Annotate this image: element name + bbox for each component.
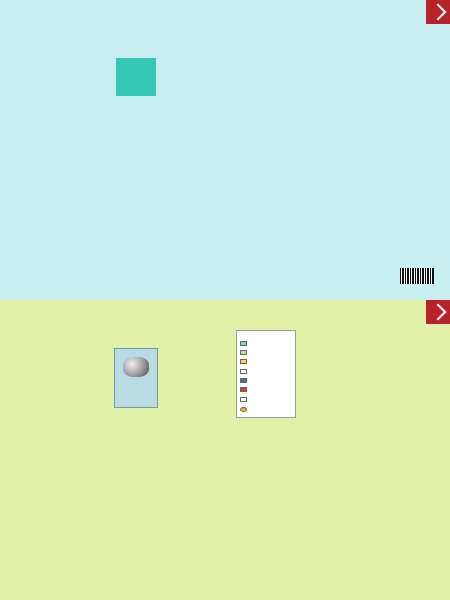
legend-sample-cell xyxy=(116,58,156,96)
radioactive-icon xyxy=(240,407,247,412)
key-metall-swatch xyxy=(240,341,247,346)
key-feststoff-swatch xyxy=(240,369,247,374)
key-kuenstlich-swatch xyxy=(240,397,247,402)
stoffbezogen-sheet xyxy=(0,300,450,600)
barcode xyxy=(400,268,434,284)
key-fluessig-swatch xyxy=(240,378,247,383)
legend-sample-cell-bottom xyxy=(114,348,158,408)
publisher-logo-bottom xyxy=(426,300,450,324)
publisher-logo xyxy=(426,0,450,24)
key-nichtmetall-swatch xyxy=(240,359,247,364)
state-key-panel xyxy=(236,330,296,418)
key-gas-swatch xyxy=(240,387,247,392)
sodium-sample-image xyxy=(123,357,149,377)
key-halbmetall-swatch xyxy=(240,350,247,355)
